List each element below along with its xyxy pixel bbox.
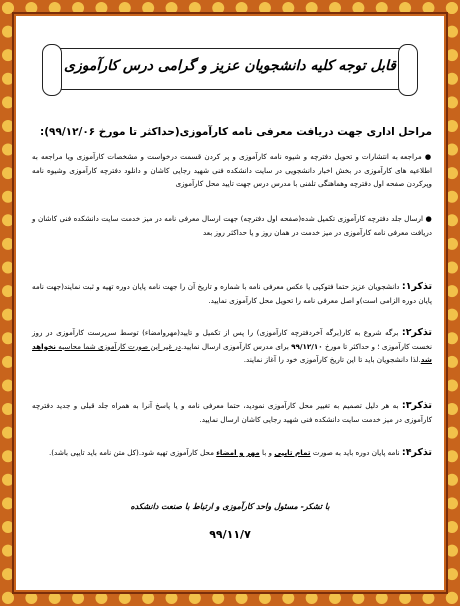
deadline-date: ۹۹/۱۲/۱۰ [291,341,323,351]
note-label: تذکر۴: [401,447,432,458]
bullet-item: ● ارسال جلد دفترچه کارآموزی تکمیل شده(صفحه اول دفترچه) جهت ارسال معرفی نامه در میز خدمت سایت دانشکده فنی کاشان و دریافت معرفی نامه کارآموزی در میز خدمت در همان روز و یا حداکثر روز بعد [32,214,433,237]
bullet-item: ● مراجعه به انتشارات و تحویل دفترچه و شیوه نامه کارآموزی و پر کردن قسمت درخواست و مشخصات کارآموزی ویا مراجعه به اطلاعیه های کارآموزی در بخش اخبار دانشجویی در سایت دانشکده فنی شهید رجایی کاشان و دانلود دفترچه کارآموزی وشیوه نامه وپرکردن صفحه اول دفترچه وهماهنگی تلفنی با مدرس درس جهت تایید محل کارآموزی [32,152,432,188]
note-label: تذکر۲: [401,327,432,338]
procedure-heading: مراحل اداری جهت دریافت معرفی نامه کارآموزی(حداکثر تا مورخ ۹۹/۱۲/۰۶): [40,126,432,138]
notice-title: قابل توجه کلیه دانشجویان عزیز و گرامی درس کارآموزی [63,58,396,74]
note-label: تذکر۳: [401,400,432,411]
signature-line: با تشکر- مسئول واحد کارآموزی و ارتباط با صنعت دانشکده [130,502,330,511]
bullet-icon: ● [423,214,433,223]
note-1: تذکر۱: دانشجویان عزیز حتما فتوکپی یا عکس معرفی نامه با شماره و تاریخ آن را جهت نامه پایان دوره تهیه و ثبت نمایند(جهت نامه پایان دوره الزامی است)و اصل معرفی نامه را تحویل محل کارآموزی نمایید. [32,281,433,305]
scroll-curl-left [42,44,62,96]
note-4: تذکر۴: نامه پایان دوره باید به صورت تمام تایپی و با مهر و امضاء محل کارآموزی تهیه شود.(کل متن نامه باید تایپی باشد). [48,447,432,458]
scroll-curl-right [398,44,418,96]
note-label: تذکر۱: [401,281,433,292]
note-3: تذکر۳: به هر دلیل تصمیم به تغییر محل کارآموزی نمودید، حتما معرفی نامه و یا پاسخ آنرا به همراه جلد قبلی و جدید دفترچه کارآموزی در میز خدمت سایت دانشکده فنی شهید رجایی کاشان ارسال نمایید. [32,400,432,424]
notice-content [22,22,438,584]
note-2: تذکر۲: برگه شروع به کار(برگه آخردفترچه کارآموزی) را پس از تکمیل و تایید(مهروامضاء) توسط سرپرست کارآموزی در روز نخست کارآموزی ؛ و حداکثر تا مورخ ۹۹/۱۲/۱۰ برای مدرس کارآموزی ارسال نمایید.در غیر این صورت کارآموزی شما محاسبه نخواهد شد.لذا دانشجویان باید تا این تاریخ کارآموزی خود را آغاز نمایند. [32,327,433,364]
title-scroll-banner [42,40,418,98]
issue-date: ۹۹/۱۱/۷ [209,528,251,541]
bullet-icon: ● [421,152,432,161]
